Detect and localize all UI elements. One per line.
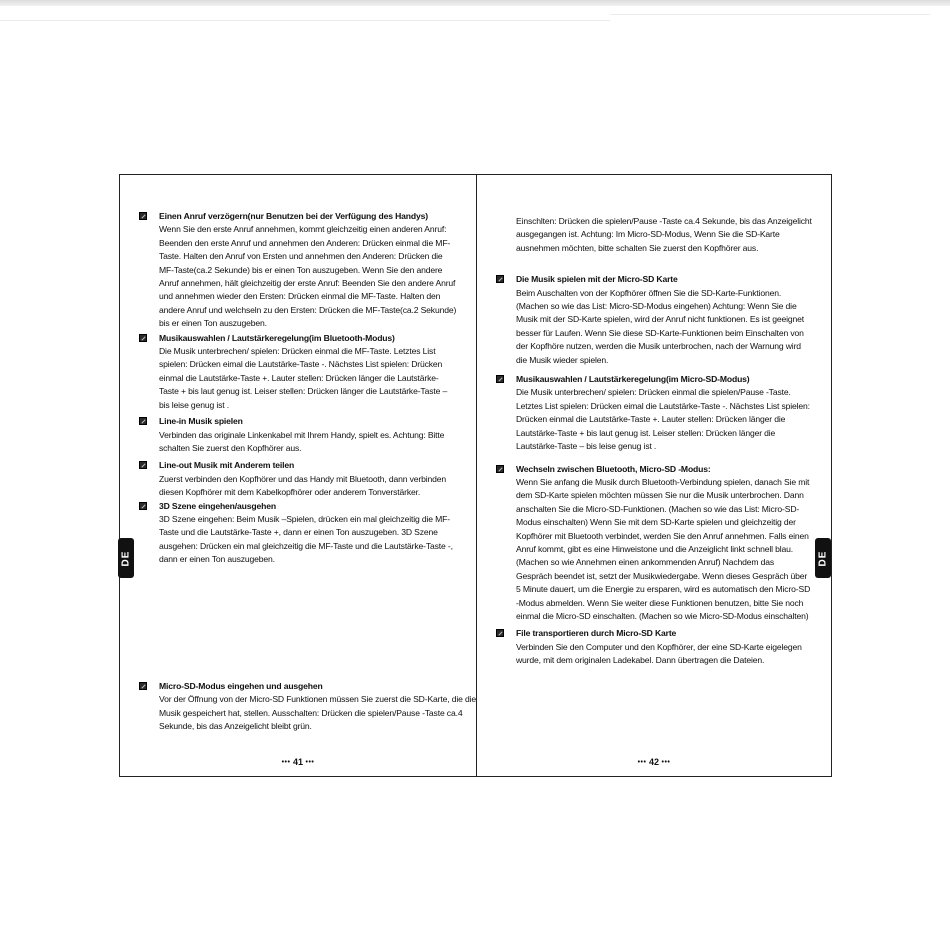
page-content (137, 210, 476, 732)
section-body: Wenn Sie anfang die Musik durch Bluetooth-Verbindung spielen, danach Sie mit dem SD-Karte spielen möchten müssen Sie nur die Musik unterbrochen. Dann anschalten Sie die Micro-SD-Funktionen. (Machen so wie das List: Micro-SD-Modus einschalten) Wenn Sie mit dem SD-Karte spielen und gleichzeitig der Kopfhörer mit Bluetooth verbindet, werden Sie den Anruf annehmen. Falls einen Anruf kommt, gibt es eine Hinweistone und die Anzeiglicht linkt schnell blau.(Machen so wie Annehmen einen ankommenden Anruf) Nachdem das Gespräch beendet ist, setzt der Musikwiedergabe. Wenn dieses Gespräch über 5 Minute dauert, um die Energie zu ersparen, wird es automatisch den Micro-SD -Modus abmelden. Wenn Sie weiter diese Funktionen benutzen, bitte Sie noch einmal die Micro-SD einschalten. (Machen so wie Micro-SD-Modus einschalten) (516, 476, 811, 621)
section-title: Musikauswahlen / Lautstärkeregelung(im Micro-SD-Modus) (516, 374, 750, 385)
section-body: Die Musik unterbrechen/ spielen: Drücken einmal die MF-Taste. Letztes List spielen: Drücken eimal die Lautstärke-Taste -. Nächstes List spielen: Drücken einmal die Lautstärke-Taste +. Lauter stellen: Drücken länger die Lautstärke-Taste + bis laut genug ist. Leiser stellen: Drücken länger die Lautstärke-Taste – bis leise genug ist . (159, 346, 448, 410)
section-title: Line-out Musik mit Anderem teilen (159, 460, 295, 471)
section-3d-scene (137, 500, 457, 567)
scan-line (610, 14, 930, 15)
section-play-sd-card (494, 273, 812, 367)
square-bullet-icon (496, 375, 504, 383)
section-title: 3D Szene eingehen/ausgehen (159, 500, 276, 511)
section-file-transfer (494, 627, 812, 667)
section-music-sd (494, 373, 812, 453)
page-number (120, 757, 476, 767)
square-bullet-icon (139, 417, 147, 425)
section-body: 3D Szene eingehen: Beim Musik –Spielen, drücken ein mal gleichzeitig die MF-Taste und die Lautstärke-Taste +, dann er einen Ton auszugeben. 3D Szene ausgehen: Drücken ein mal gleichzeitig die MF-Taste und die Lautstärke-Taste -, dann er einen Ton auszugeben. (159, 513, 453, 565)
section-title: Wechseln zwischen Bluetooth, Micro-SD -Modus: (516, 463, 711, 474)
page-dots: ••• (281, 759, 291, 767)
page-content (494, 215, 812, 668)
section-body: Die Musik unterbrechen/ spielen: Drücken einmal die spielen/Pause -Taste. Letztes List spielen: Drücken eimal die Lautstärke-Taste -. Nächstes List spielen: Drücken einmal die Lautstärke-Taste +. Lauter stellen: Drücken länger die Lautstärke-Taste + bis laut genug ist. Leiser stellen: Drücken länger die Lautstärke-Taste – bis leise genug ist . (516, 387, 810, 452)
square-bullet-icon (496, 465, 504, 473)
section-music-bluetooth (137, 332, 457, 412)
section-title: Line-in Musik spielen (159, 416, 243, 427)
section-body: Verbinden Sie den Computer und den Kopfhörer, der eine SD-Karte eigelegen wurde, mit dem originalen Ladekabel. Dann übertragen die Dateien. (516, 641, 802, 666)
section-body: Zuerst verbinden den Kopfhörer und das Handy mit Bluetooth, dann verbinden diesen Kopfhörer mit dem Kabelkopfhörer oder anderem Tonverstärker. (159, 473, 447, 498)
page-41 (120, 175, 476, 776)
section-switch-mode (494, 463, 812, 624)
section-title: Musikauswahlen / Lautstärkeregelung(im Bluetooth-Modus) (159, 332, 395, 343)
language-tab-right (815, 538, 831, 578)
language-tab-label: DE (120, 550, 132, 566)
continuation-text: Einschlten: Drücken die spielen/Pause -Taste ca.4 Sekunde, bis das Anzeigelicht ausgegangen ist. Achtung: Im Micro-SD-Modus, Wenn Sie die SD-Karte ausnehmen möchten, bitte schalten Sie zuerst den Kopfhörer aus. (516, 216, 812, 253)
language-tab-left (118, 538, 134, 578)
square-bullet-icon (139, 212, 147, 220)
page-42 (477, 175, 831, 776)
square-bullet-icon (496, 629, 504, 637)
language-tab-label: DE (817, 550, 829, 566)
page-dots: ••• (637, 759, 647, 767)
page-number-value: 42 (648, 757, 659, 767)
scan-edge (0, 0, 950, 6)
section-body: Vor der Öffnung von der Micro-SD Funktionen müssen Sie zuerst die SD-Karte, die die Musik gespeichert hat, stellen. Ausschalten: Drücken die spielen/Pause -Taste ca.4 Sekunde, bis das Anzeigelicht bleibt grün. (159, 694, 476, 732)
section-delay-call (137, 210, 457, 331)
section-title: Micro-SD-Modus eingehen und ausgehen (159, 681, 323, 691)
square-bullet-icon (496, 275, 504, 283)
section-line-out (137, 459, 457, 499)
page-dots: ••• (661, 759, 671, 767)
page-number-value: 41 (292, 757, 303, 767)
square-bullet-icon (139, 502, 147, 510)
section-micro-sd-mode (137, 680, 479, 734)
manual-spread (119, 174, 832, 777)
page-dots: ••• (305, 759, 315, 767)
square-bullet-icon (139, 682, 147, 690)
section-title: Die Musik spielen mit der Micro-SD Karte (516, 274, 678, 285)
section-body: Beim Auschalten von der Kopfhörer öffnen Sie die SD-Karte-Funktionen.(Machen so wie das List: Micro-SD-Modus eingehen) Achtung: Wenn Sie die Musik mit der SD-Karte spielen, wird der Anruf nicht funktionen. Es ist geeignet besser für Laufen. Wenn Sie diese SD-Karte-Funktionen beim Einschalten von der Kopfhöre nutzen, werden die Musik unterbrochen, nach der Warnung wird die Musik wieder spielen. (516, 287, 804, 365)
square-bullet-icon (139, 334, 147, 342)
section-title: File transportieren durch Micro-SD Karte (516, 628, 677, 639)
scan-line (0, 20, 610, 21)
section-line-in (137, 415, 457, 455)
square-bullet-icon (139, 461, 147, 469)
section-body: Verbinden das originale Linkenkabel mit Ihrem Handy, spielt es. Achtung: Bitte schalten Sie zuerst den Kopfhörer aus. (159, 429, 445, 453)
page-number (477, 757, 831, 767)
section-title: Einen Anruf verzögern(nur Benutzen bei der Verfügung des Handys) (159, 211, 428, 221)
section-body: Wenn Sie den erste Anruf annehmen, kommt gleichzeitig einen anderen Anruf: Beenden den erste Anruf und annehmen den Anderen: Drücken einmal die MF-Taste. Halten den Anruf von Ersten und annehmen den Anderen: Drücken die MF-Taste(ca.2 Sekunde) bis er einen Ton auszugeben. Wenn Sie den andere Anruf annehmen, hält gleichzeitig der erste Anruf: Beenden Sie den andere Anruf und annehmen wieder den Ersten: Drücken einmal die MF-Taste. Halten den andere Anruf und welchseln zu den Ersten: Drücken die MF-Taste(ca.2 Sekunde) bis er einen Ton auszugeben. (159, 224, 457, 329)
